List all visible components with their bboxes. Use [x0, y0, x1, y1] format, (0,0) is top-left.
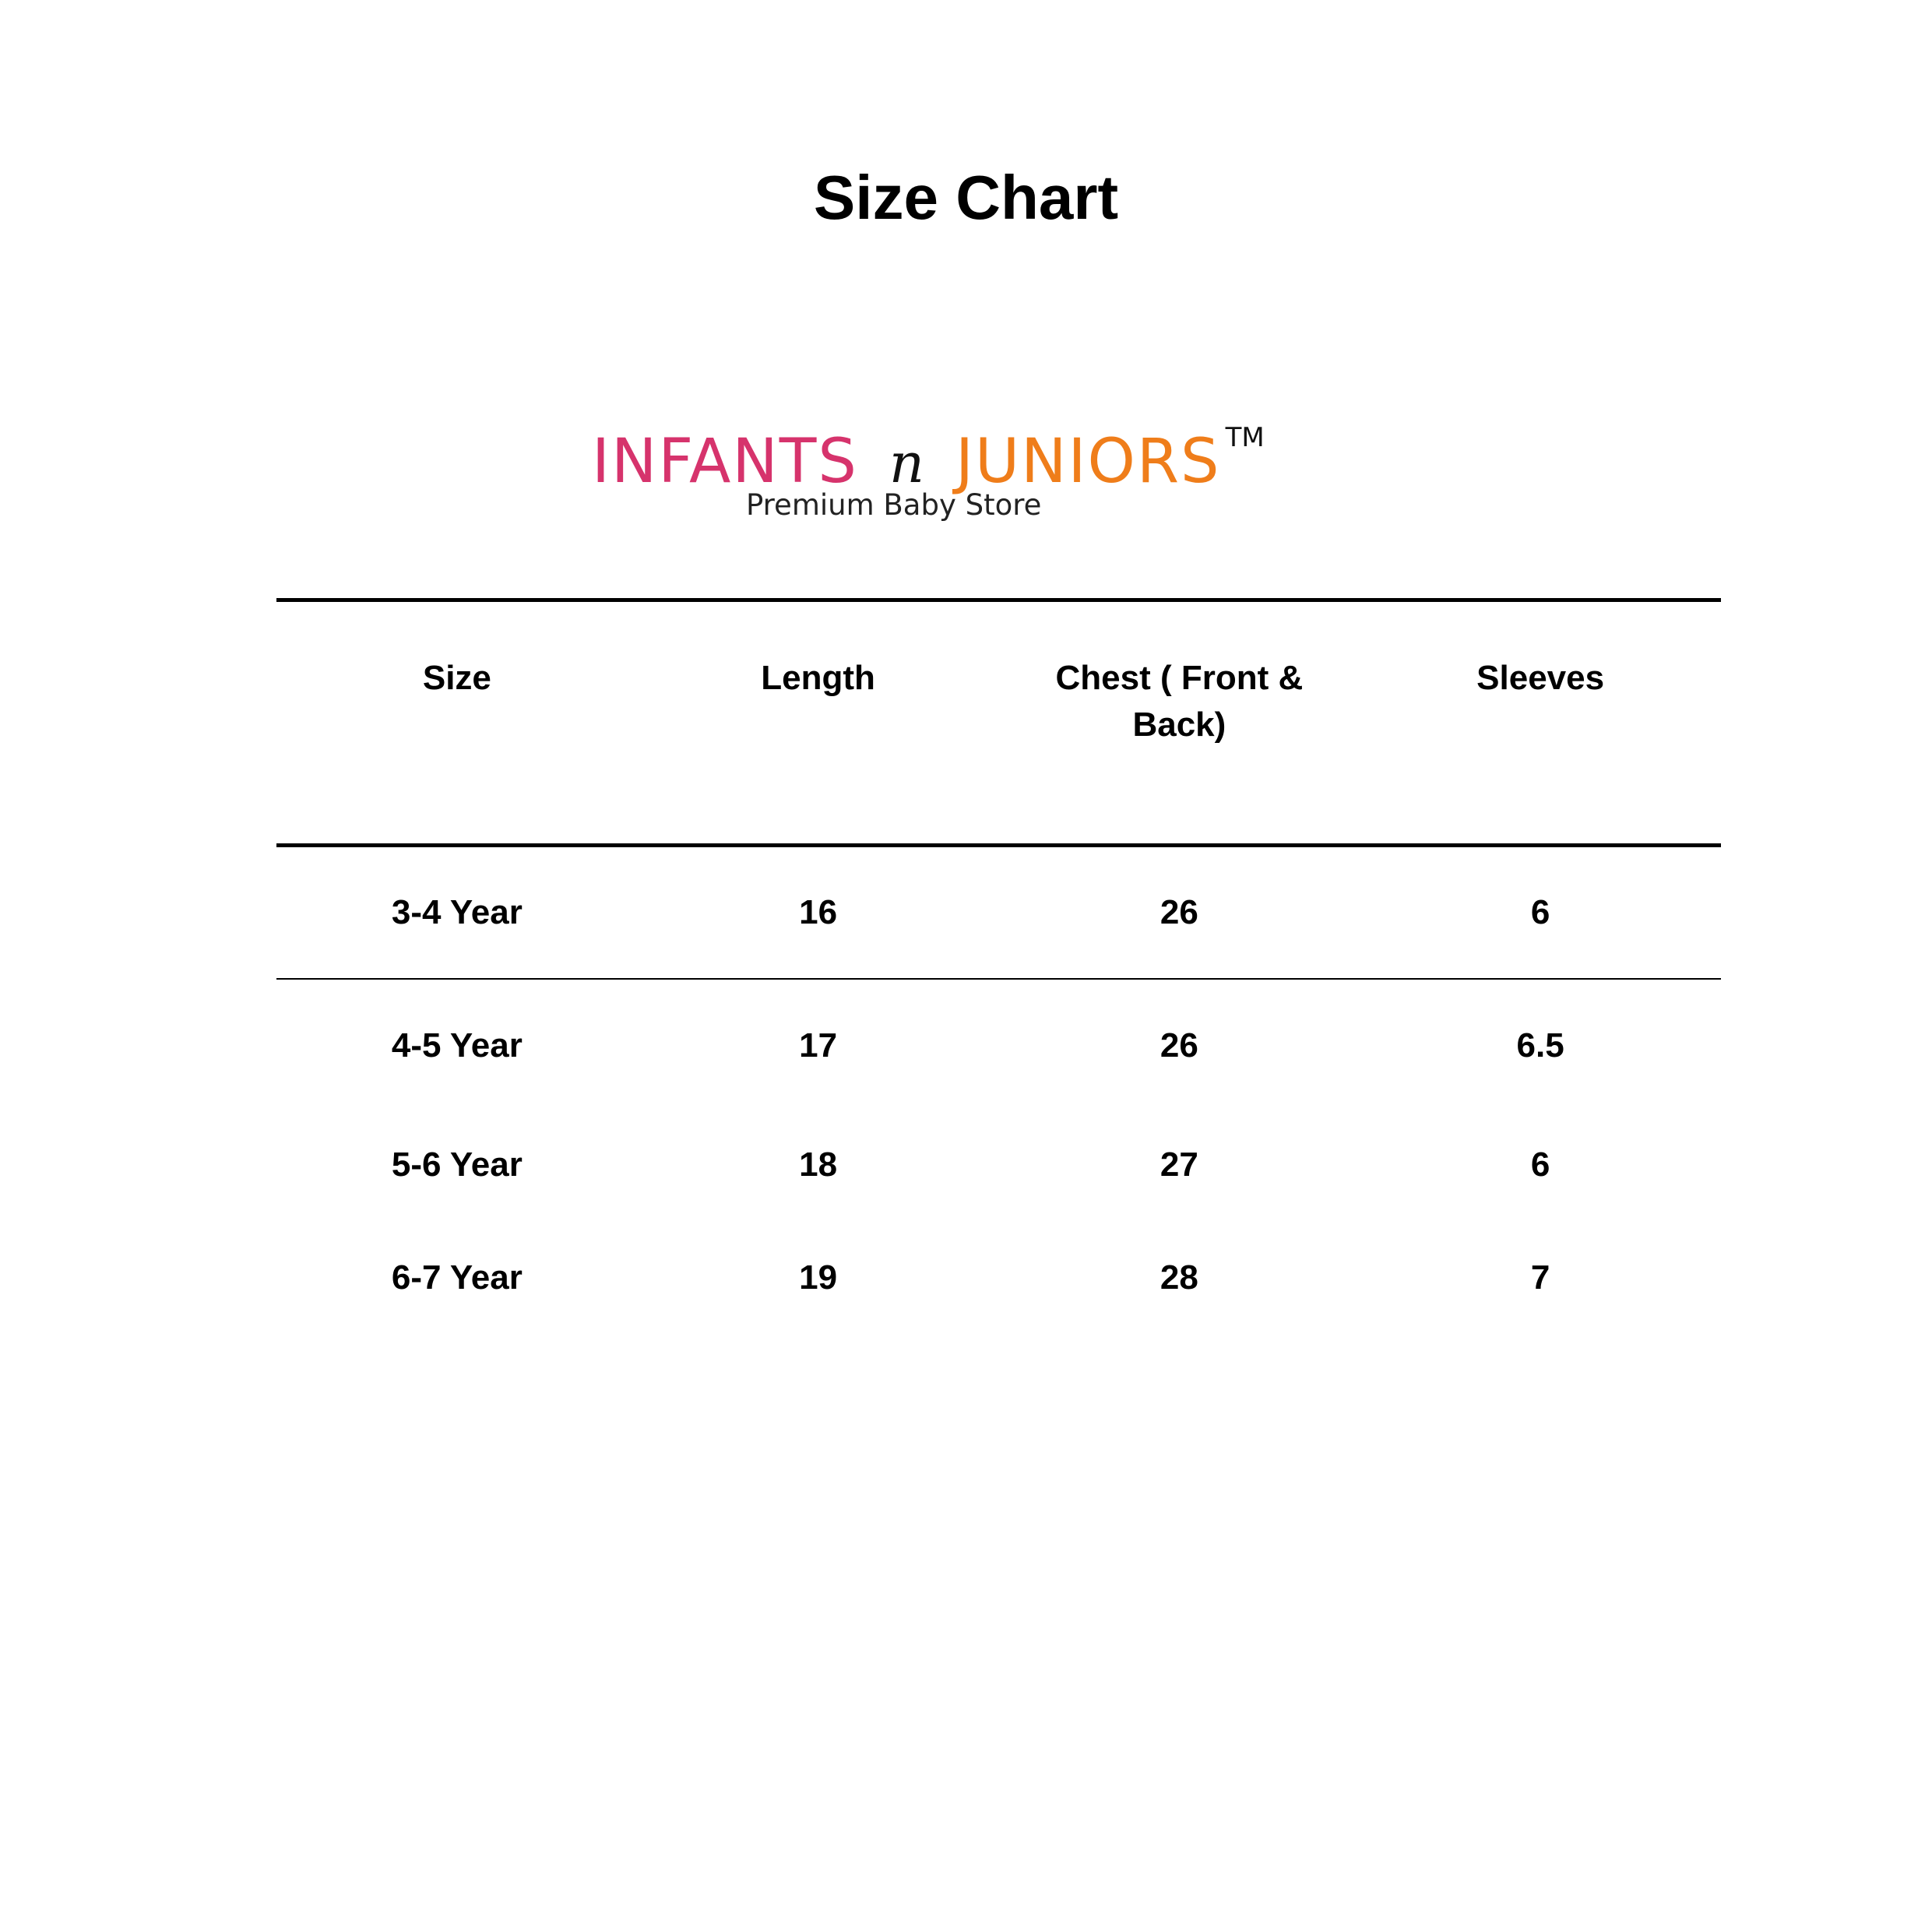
cell-chest: 28	[1160, 1258, 1198, 1297]
cell-length: 19	[799, 1258, 838, 1297]
page-title: Size Chart	[813, 162, 1119, 232]
table-body	[276, 846, 1721, 1339]
table-row	[276, 1112, 1721, 1217]
cell-chest: 26	[1160, 1026, 1198, 1065]
column-header-length: Length	[761, 659, 875, 697]
brand-word-juniors: JUNIORS	[955, 427, 1221, 497]
brand-conjunction: n	[889, 431, 927, 495]
table-header	[276, 600, 1721, 846]
table-row	[276, 979, 1721, 1112]
column-header-sleeves: Sleeves	[1476, 659, 1605, 697]
column-header-chest: Chest ( Front & Back)	[1055, 659, 1304, 744]
cell-length: 16	[638, 846, 999, 980]
cell-length: 18	[799, 1145, 838, 1184]
cell-sleeves: 6.5	[1516, 1026, 1564, 1065]
brand-logo	[592, 401, 1355, 533]
cell-sleeves: 7	[1530, 1258, 1550, 1297]
cell-size: 3-4 Year	[276, 846, 638, 980]
cell-size: 5-6 Year	[391, 1145, 523, 1184]
brand-word-infants: INFANTS	[592, 427, 858, 497]
brand-name	[592, 422, 1265, 497]
cell-sleeves: 6	[1530, 1145, 1550, 1184]
brand-tagline: Premium Baby Store	[746, 488, 1042, 522]
cell-chest: 26	[999, 846, 1360, 980]
cell-sleeves: 6	[1360, 846, 1721, 980]
table-row	[276, 1217, 1721, 1338]
trademark-symbol: TM	[1225, 422, 1265, 453]
table-row	[276, 846, 1721, 980]
cell-size: 6-7 Year	[391, 1258, 523, 1297]
cell-chest: 27	[1160, 1145, 1198, 1184]
header-row	[276, 600, 1721, 846]
cell-length: 17	[799, 1026, 838, 1065]
cell-size: 4-5 Year	[391, 1026, 523, 1065]
size-chart-table	[276, 598, 1721, 1338]
column-header-size: Size	[422, 659, 491, 697]
